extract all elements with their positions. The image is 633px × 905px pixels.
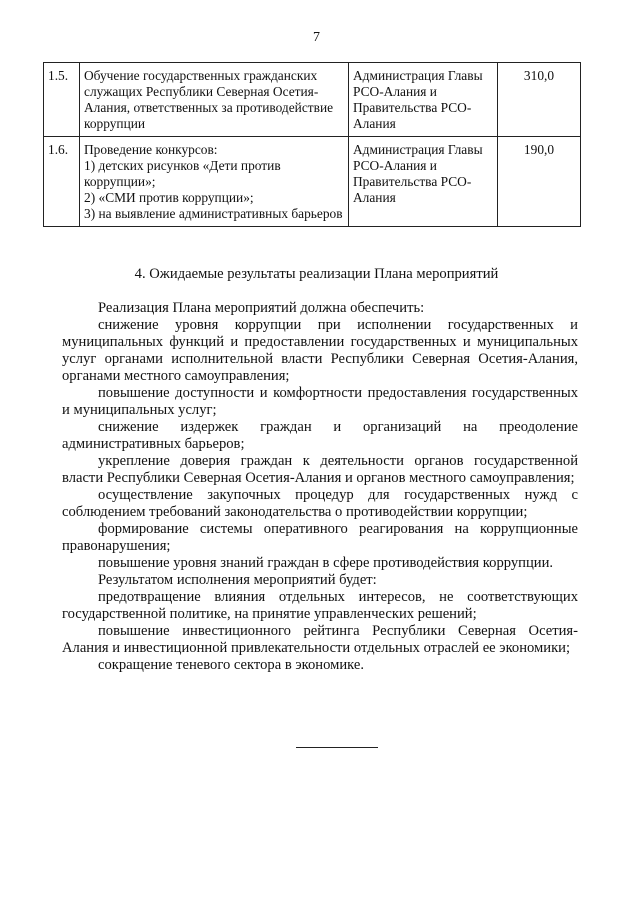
section-title: 4. Ожидаемые результаты реализации Плана мероприятий [134, 266, 499, 282]
paragraph: Результатом исполнения мероприятий будет: [98, 572, 377, 588]
paragraph: снижение уровня коррупции при исполнении государственных и муниципальных функций и предоставлении государственных и муниципальных услуг органами исполнительной власти Республики Северная Осетия-Алания, органами местного самоуправления; [62, 317, 578, 384]
table-row [44, 63, 581, 137]
paragraph: повышение инвестиционного рейтинга Республики Северная Осетия-Алания и инвестиционной привлекательности отдельных отраслей ее экономики; [62, 623, 578, 656]
funding-amount: 310,0 [498, 63, 581, 137]
section-body [62, 300, 578, 674]
description-line: 3) на выявление административных барьеров [84, 206, 343, 221]
paragraph: повышение доступности и комфортности предоставления государственных и муниципальных услуг; [62, 385, 578, 418]
description-line: 2) «СМИ против коррупции»; [84, 190, 254, 205]
paragraph: осуществление закупочных процедур для государственных нужд с соблюдением требований законодательства о противодействии коррупции; [62, 487, 578, 520]
measures-table-body [44, 63, 581, 227]
closing-rule [296, 747, 378, 748]
row-number: 1.5. [44, 63, 80, 137]
paragraph: предотвращение влияния отдельных интересов, не соответствующих государственной политике, на принятие управленческих решений; [62, 589, 578, 622]
paragraph: формирование системы оперативного реагирования на коррупционные правонарушения; [62, 521, 578, 554]
description-line: Обучение государственных гражданских служащих Республики Северная Осетия-Алания, ответственных за противодействие коррупции [84, 68, 334, 131]
paragraph: снижение издержек граждан и организаций на преодоление административных барьеров; [62, 419, 578, 452]
measure-description [80, 137, 349, 227]
paragraph: Реализация Плана мероприятий должна обеспечить: [98, 300, 425, 316]
executor: Администрация Главы РСО-Алания и Правительства РСО-Алания [349, 63, 498, 137]
description-line: Проведение конкурсов: [84, 142, 218, 157]
paragraph: сокращение теневого сектора в экономике. [98, 657, 365, 673]
measures-table [43, 62, 581, 227]
table-row [44, 137, 581, 227]
row-number: 1.6. [44, 137, 80, 227]
paragraph: укрепление доверия граждан к деятельности органов государственной власти Республики Северная Осетия-Алания и органов местного самоуправления; [62, 453, 578, 486]
page-number: 7 [313, 30, 320, 45]
description-line: 1) детских рисунков «Дети против коррупции»; [84, 158, 281, 189]
funding-amount: 190,0 [498, 137, 581, 227]
measure-description [80, 63, 349, 137]
executor: Администрация Главы РСО-Алания и Правительства РСО-Алания [349, 137, 498, 227]
paragraph: повышение уровня знаний граждан в сфере противодействия коррупции. [98, 555, 554, 571]
